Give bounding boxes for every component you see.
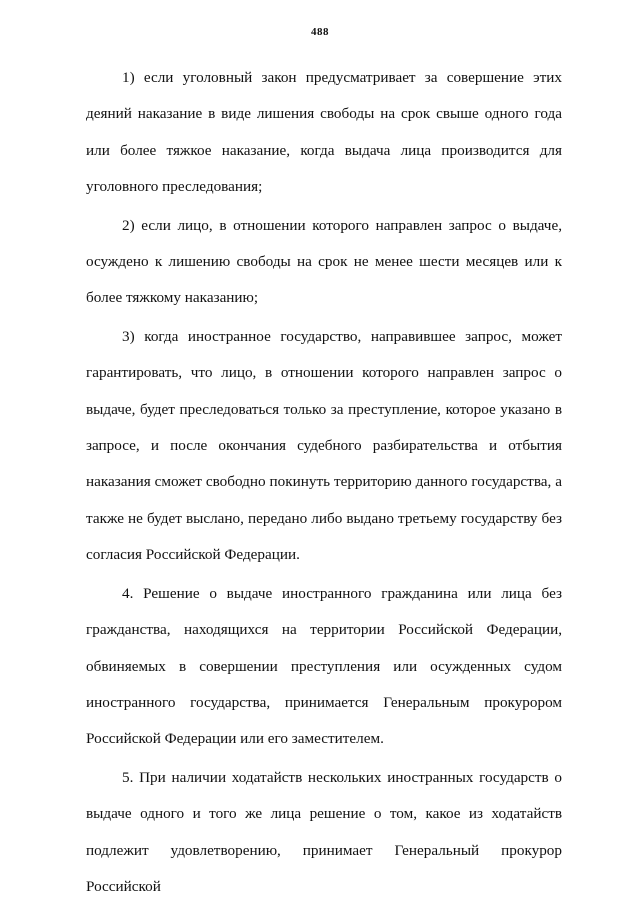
paragraph-item-1: 1) если уголовный закон предусматривает за совершение этих деяний наказание в виде лишения свободы на срок свыше одного года или более тяжкое наказание, когда выдача лица производится для уголовного преследования; bbox=[86, 69, 562, 196]
document-body bbox=[86, 60, 562, 905]
paragraph-item-4: 4. Решение о выдаче иностранного гражданина или лица без гражданства, находящихся на территории Российской Федерации, обвиняемых в совершении преступления или осужденных судом иностранного государства, принимается Генеральным прокурором Российской Федерации или его заместителем. bbox=[86, 584, 562, 748]
paragraph-item-3: 3) когда иностранное государство, направившее запрос, может гарантировать, что лицо, в отношении которого направлен запрос о выдаче, будет преследоваться только за преступление, которое указано в запросе, и после окончания судебного разбирательства и отбытия наказания сможет свободно покинуть территорию данного государства, а также не будет выслано, передано либо выдано третьему государству без согласия Российской Федерации. bbox=[86, 327, 562, 564]
page-number: 488 bbox=[311, 26, 329, 38]
paragraph-item-2: 2) если лицо, в отношении которого направлен запрос о выдаче, осуждено к лишению свободы на срок не менее шести месяцев или к более тяжкому наказанию; bbox=[86, 216, 562, 307]
paragraph-item-5: 5. При наличии ходатайств нескольких иностранных государств о выдаче одного и того же лица решение о том, какое из ходатайств подлежит удовлетворению, принимает Генеральный прокурор Российской bbox=[86, 768, 562, 895]
